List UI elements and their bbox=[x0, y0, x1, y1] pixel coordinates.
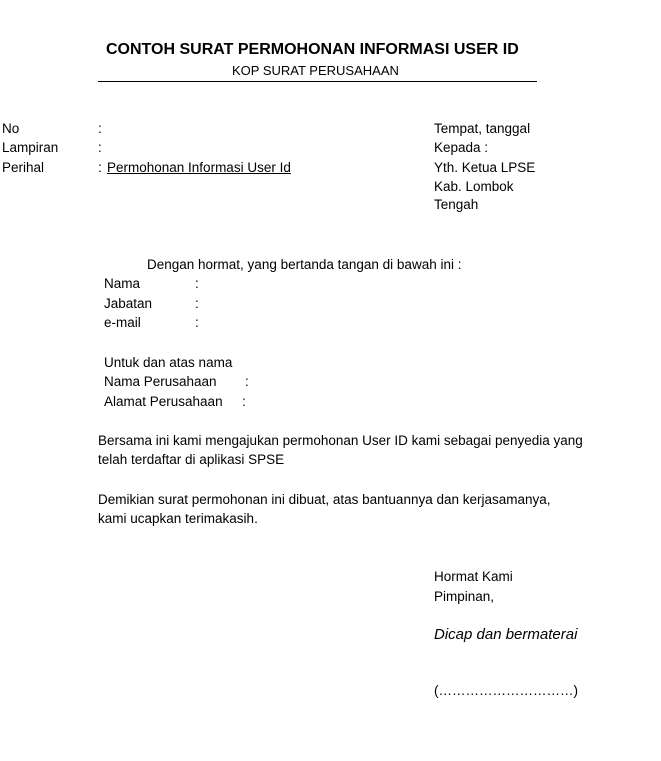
recipient-to-label: Kepada : bbox=[434, 140, 489, 155]
company-address-colon: : bbox=[242, 394, 246, 409]
request-paragraph-line-1: Bersama ini kami mengajukan permohonan User ID kami sebagai penyedia yang bbox=[98, 433, 583, 448]
perihal-label: Perihal bbox=[2, 160, 45, 175]
place-date: Tempat, tanggal bbox=[434, 121, 531, 136]
lampiran-colon: : bbox=[98, 140, 102, 155]
no-label: No bbox=[2, 121, 20, 136]
nama-colon: : bbox=[195, 276, 199, 291]
signature-closing: Hormat Kami bbox=[434, 569, 513, 584]
recipient-line-1: Yth. Ketua LPSE bbox=[434, 160, 536, 175]
greeting: Dengan hormat, yang bertanda tangan di bawah ini : bbox=[147, 257, 462, 272]
signature-position: Pimpinan, bbox=[434, 589, 495, 604]
jabatan-colon: : bbox=[195, 296, 199, 311]
perihal-colon: : bbox=[98, 160, 102, 175]
email-label: e-mail bbox=[104, 315, 141, 330]
no-colon: : bbox=[98, 121, 102, 136]
header-divider bbox=[98, 81, 537, 82]
perihal-value: Permohonan Informasi User Id bbox=[107, 160, 291, 175]
closing-paragraph-line-2: kami ucapkan terimakasih. bbox=[98, 511, 258, 526]
recipient-line-3: Tengah bbox=[434, 197, 479, 212]
closing-paragraph-line-1: Demikian surat permohonan ini dibuat, atas bantuannya dan kerjasamanya, bbox=[98, 492, 551, 507]
nama-label: Nama bbox=[104, 276, 141, 291]
document-title: CONTOH SURAT PERMOHONAN INFORMASI USER ID bbox=[106, 41, 519, 58]
company-name-colon: : bbox=[245, 374, 249, 389]
company-name-label: Nama Perusahaan bbox=[104, 374, 217, 389]
signatory-name-placeholder: (…………………………) bbox=[434, 683, 578, 698]
email-colon: : bbox=[195, 315, 199, 330]
stamp-note: Dicap dan bermaterai bbox=[434, 626, 578, 643]
lampiran-label: Lampiran bbox=[2, 140, 59, 155]
on-behalf-line: Untuk dan atas nama bbox=[104, 355, 233, 370]
request-paragraph-line-2: telah terdaftar di aplikasi SPSE bbox=[98, 452, 285, 467]
jabatan-label: Jabatan bbox=[104, 296, 153, 311]
document-subtitle: KOP SURAT PERUSAHAAN bbox=[232, 63, 399, 78]
recipient-line-2: Kab. Lombok bbox=[434, 179, 514, 194]
company-address-label: Alamat Perusahaan bbox=[104, 394, 223, 409]
